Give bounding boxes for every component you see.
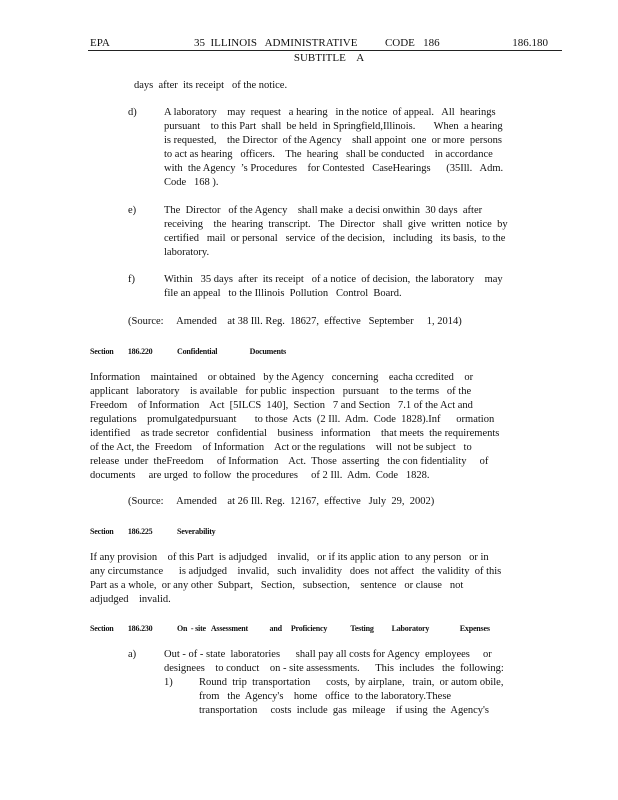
paragraph-d-line: pursuant to this Part shall be held in Springfield,Illinois. When a hearing	[164, 121, 503, 132]
source-note: (Source: Amended at 26 Ill. Reg. 12167, effective July 29, 2002)	[128, 496, 435, 507]
section-220-line: Freedom of Information Act [5ILCS 140], Section 7 and Section 7.1 of the Act and	[90, 400, 473, 411]
paragraph-d-line: Code 168 ).	[164, 177, 219, 188]
section-number: Section 186.220	[90, 347, 153, 356]
paragraph-label-e: e)	[128, 205, 137, 216]
section-number: Section 186.230	[90, 624, 153, 633]
item-1-line: transportation costs include gas mileage if using the Agency's	[199, 705, 490, 716]
item-label-1: 1)	[164, 677, 173, 688]
section-220-line: documents are urged to follow the procedures of 2 Ill. Adm. Code 1828.	[90, 470, 430, 481]
section-225-line: adjudged invalid.	[90, 594, 171, 605]
section-225-line: Part as a whole, or any other Subpart, Section, subsection, sentence or clause not	[90, 580, 464, 591]
paragraph-label-f: f)	[128, 274, 135, 285]
header-rule	[88, 50, 562, 51]
section-heading: On - site Assessment and Proficiency Testing Laboratory Expenses	[177, 624, 490, 633]
section-220-line: release under theFreedom of Information Act. Those asserting the con fidentiality of	[90, 456, 489, 467]
section-heading: Severability	[177, 527, 216, 536]
paragraph-d-line: with the Agency ’s Procedures for Contested CaseHearings (35Ill. Adm.	[164, 163, 504, 174]
running-header	[88, 37, 562, 51]
paragraph-label-d: d)	[128, 107, 137, 118]
section-220-line: regulations promulgatedpursuant to those Acts (2 Ill. Adm. Code 1828).Inf ormation	[90, 414, 495, 425]
paragraph-e-line: certified mail or personal service of the decision, including its basis, to the	[164, 233, 506, 244]
header-title: 35 ILLINOIS ADMINISTRATIVE CODE 186	[194, 37, 440, 49]
paragraph-f-line: Within 35 days after its receipt of a notice of decision, the laboratory may	[164, 274, 503, 285]
section-number: Section 186.225	[90, 527, 153, 536]
section-220-line: Information maintained or obtained by the Agency concerning eacha ccredited or	[90, 372, 474, 383]
paragraph-d-line: is requested, the Director of the Agency shall appoint one or more persons	[164, 135, 502, 146]
section-220-line: applicant laboratory is available for public inspection pursuant to the terms of the	[90, 386, 472, 397]
paragraph-a-line: Out - of - state laboratories shall pay all costs for Agency employees or	[164, 649, 492, 660]
header-agency: EPA	[90, 37, 110, 49]
item-1-line: from the Agency's home office to the laboratory.These	[199, 691, 452, 702]
paragraph-d-line: A laboratory may request a hearing in the notice of appeal. All hearings	[164, 107, 496, 118]
section-heading: Confidential Documents	[177, 347, 287, 356]
header-subtitle: SUBTITLE A	[293, 52, 365, 64]
header-section-number: 186.180	[512, 37, 548, 49]
source-note: (Source: Amended at 38 Ill. Reg. 18627, effective September 1, 2014)	[128, 316, 462, 327]
section-225-line: any circumstance is adjudged invalid, such invalidity does not affect the validity of this	[90, 566, 502, 577]
continued-text: days after its receipt of the notice.	[134, 80, 288, 91]
paragraph-e-line: receiving the hearing transcript. The Director shall give written notice by	[164, 219, 508, 230]
paragraph-a-line: designees to conduct on - site assessments. This includes the following:	[164, 663, 504, 674]
paragraph-e-line: The Director of the Agency shall make a decisi onwithin 30 days after	[164, 205, 483, 216]
paragraph-e-line: laboratory.	[164, 247, 210, 258]
paragraph-f-line: file an appeal to the Illinois Pollution Control Board.	[164, 288, 402, 299]
item-1-line: Round trip transportation costs, by airplane, train, or autom obile,	[199, 677, 504, 688]
section-220-line: identified as trade secretor confidential business information that meets the requirements	[90, 428, 500, 439]
section-225-line: If any provision of this Part is adjudged invalid, or if its applic ation to any person or in	[90, 552, 489, 563]
section-220-line: of the Act, the Freedom of Information Act or the regulations will not be subject to	[90, 442, 472, 453]
paragraph-d-line: to act as hearing officers. The hearing shall be conducted in accordance	[164, 149, 493, 160]
paragraph-label-a: a)	[128, 649, 137, 660]
